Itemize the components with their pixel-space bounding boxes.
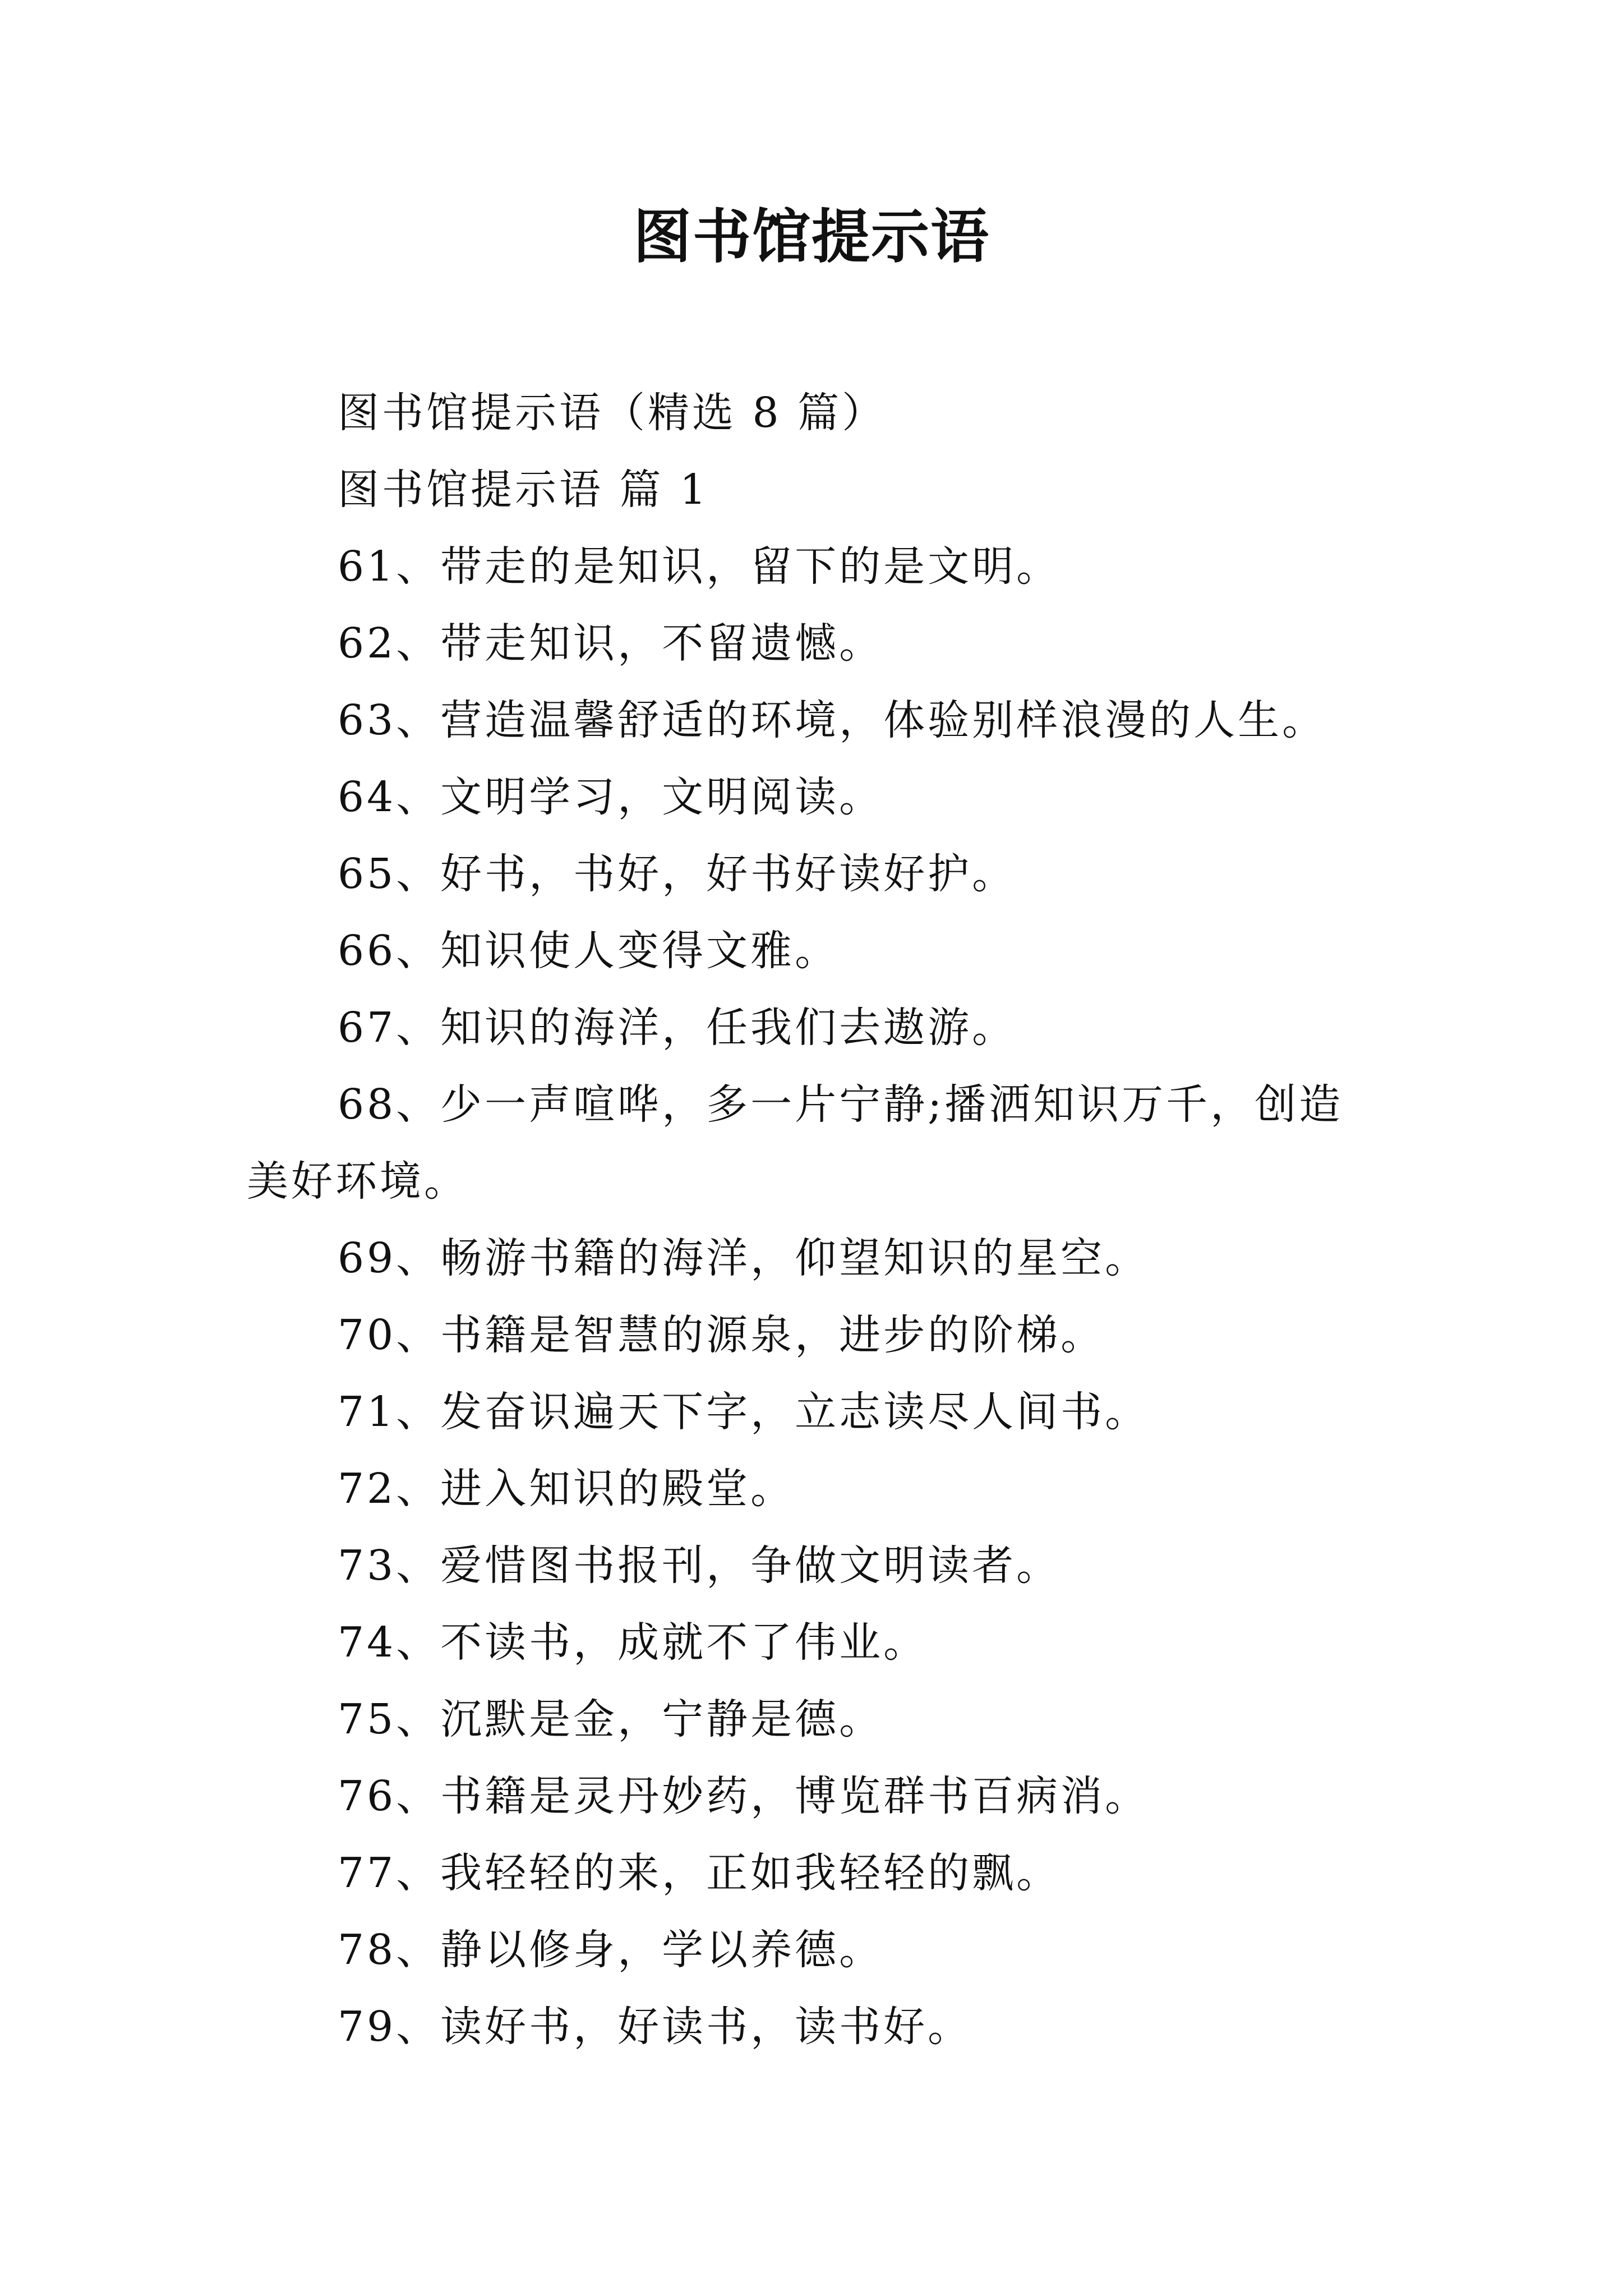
subtitle-paragraph: 图书馆提示语（精选 8 篇）	[338, 389, 887, 437]
slogan-item: 74、不读书，成就不了伟业。	[338, 1618, 928, 1667]
slogan-item: 79、读好书，好读书，读书好。	[338, 2003, 972, 2051]
document-body	[247, 375, 1385, 2065]
slogan-item: 73、爱惜图书报刊，争做文明读者。	[338, 1542, 1061, 1590]
slogan-item: 77、我轻轻的来，正如我轻轻的飘。	[338, 1849, 1061, 1897]
slogan-item: 67、知识的海洋，任我们去遨游。	[338, 1004, 1017, 1052]
slogan-item: 78、静以修身，学以养德。	[338, 1926, 884, 1974]
slogan-item: 62、带走知识，不留遗憾。	[338, 619, 884, 668]
slogan-item: 72、进入知识的殿堂。	[338, 1465, 795, 1513]
slogan-item: 68、少一声喧哗，多一片宁静;播洒知识万千，创造美好环境。	[247, 1080, 1344, 1205]
slogan-item: 65、好书，书好，好书好读好护。	[338, 850, 1017, 898]
slogan-item: 76、书籍是灵丹妙药，博览群书百病消。	[338, 1772, 1150, 1820]
slogan-item: 61、带走的是知识，留下的是文明。	[338, 542, 1061, 591]
slogan-item: 71、发奋识遍天下字，立志读尽人间书。	[338, 1388, 1150, 1436]
section-heading: 图书馆提示语 篇 1	[338, 466, 709, 514]
document-title: 图书馆提示语	[633, 202, 990, 271]
slogan-item: 69、畅游书籍的海洋，仰望知识的星空。	[338, 1234, 1150, 1282]
slogan-item: 63、营造温馨舒适的环境，体验别样浪漫的人生。	[338, 696, 1327, 744]
slogan-item: 75、沉默是金，宁静是德。	[338, 1695, 884, 1743]
slogan-item: 64、文明学习，文明阅读。	[338, 773, 884, 821]
slogan-item: 70、书籍是智慧的源泉，进步的阶梯。	[338, 1311, 1105, 1359]
slogan-item: 66、知识使人变得文雅。	[338, 927, 840, 975]
